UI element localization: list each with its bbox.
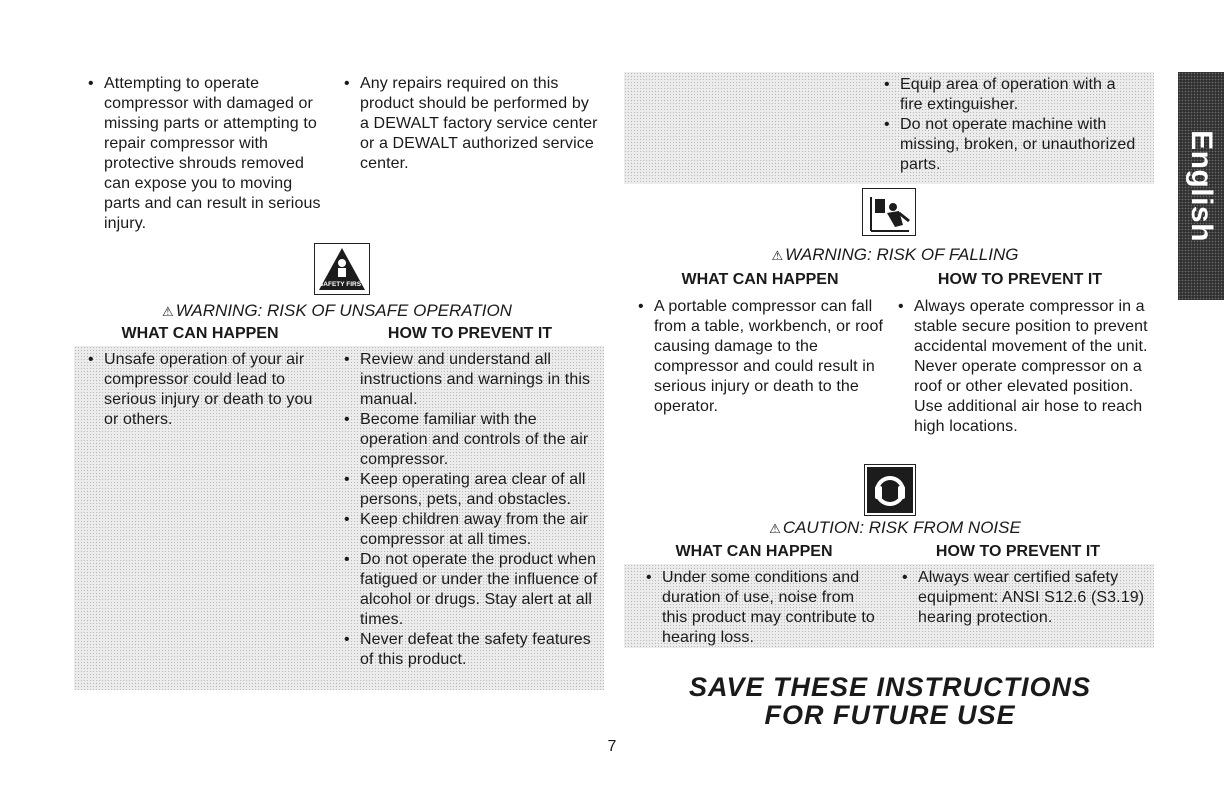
bullet-item: • Under some conditions and duration of use, noise from this product may contribute to hearing loss. (642, 568, 882, 648)
falling-hazard-icon (862, 188, 916, 236)
bullet-item: • A portable compressor can fall from a table, workbench, or roof causing damage to the compressor and could result in serious injury or death to the operator. (634, 297, 884, 417)
top-left-col1 (84, 74, 324, 234)
unsafe-how-list (340, 350, 602, 670)
how-to-prevent-heading: HOW TO PREVENT IT (387, 325, 553, 342)
noise-heading: ⚠ CAUTION: RISK FROM NOISE (769, 518, 1021, 537)
bullet-item: • Keep operating area clear of all persons, pets, and obstacles. (340, 470, 602, 510)
top-right-list (880, 75, 1142, 175)
bullet-item: • Review and understand all instructions and warnings in this manual. (340, 350, 602, 410)
language-tab-label: English (1185, 130, 1218, 242)
warning-triangle-icon: ⚠ (771, 248, 784, 263)
save-instructions-line1: SAVE THESE INSTRUCTIONS (688, 672, 1092, 702)
save-instructions-line2: FOR FUTURE USE (764, 700, 1016, 730)
bullet-item: • Any repairs required on this product should be performed by a DEWALT factory service center or a DEWALT authorized service center. (340, 74, 602, 174)
bullet-item: • Attempting to operate compressor with damaged or missing parts or attempting to repair compressor with protective shrouds removed can expose you to moving parts and can result in serious injury. (84, 74, 324, 234)
unsafe-what-list (84, 350, 324, 430)
language-tab (1178, 72, 1224, 300)
how-to-prevent-heading: HOW TO PREVENT IT (937, 271, 1103, 288)
what-can-happen-heading: WHAT CAN HAPPEN (681, 271, 839, 288)
unsafe-operation-heading: ⚠ WARNING: RISK OF UNSAFE OPERATION (162, 301, 512, 320)
bullet-item: • Always operate compressor in a stable secure position to prevent accidental movement of the unit. Never operate compressor on a roof or other elevated position. Use additional air hose to reach high locations. (894, 297, 1156, 437)
bullet-item: • Equip area of operation with a fire extinguisher. (880, 75, 1142, 115)
warning-triangle-icon: ⚠ (162, 304, 174, 319)
safety-first-icon (314, 243, 370, 295)
noise-how-list (898, 568, 1148, 628)
page-number: 7 (607, 738, 617, 755)
what-can-happen-heading: WHAT CAN HAPPEN (675, 543, 833, 560)
bullet-item: • Unsafe operation of your air compressor could lead to serious injury or death to you or others. (84, 350, 324, 430)
bullet-item: • Keep children away from the air compressor at all times. (340, 510, 602, 550)
bullet-item: • Do not operate the product when fatigued or under the influence of alcohol or drugs. Stay alert at all times. (340, 550, 602, 630)
how-to-prevent-heading: HOW TO PREVENT IT (935, 543, 1101, 560)
falling-what-list (634, 297, 884, 417)
bullet-item: • Do not operate machine with missing, broken, or unauthorized parts. (880, 115, 1142, 175)
bullet-item: • Become familiar with the operation and controls of the air compressor. (340, 410, 602, 470)
bullet-item: • Always wear certified safety equipment: ANSI S12.6 (S3.19) hearing protection. (898, 568, 1148, 628)
falling-heading: ⚠ WARNING: RISK OF FALLING (771, 245, 1019, 264)
falling-how-list (894, 297, 1156, 437)
svg-text:SAFETY FIRST: SAFETY FIRST (318, 281, 366, 288)
noise-what-list (642, 568, 882, 648)
top-left-col2 (340, 74, 602, 174)
bullet-item: • Never defeat the safety features of this product. (340, 630, 602, 670)
what-can-happen-heading: WHAT CAN HAPPEN (121, 325, 279, 342)
hearing-protection-icon (864, 464, 916, 516)
caution-triangle-icon: ⚠ (769, 521, 781, 536)
